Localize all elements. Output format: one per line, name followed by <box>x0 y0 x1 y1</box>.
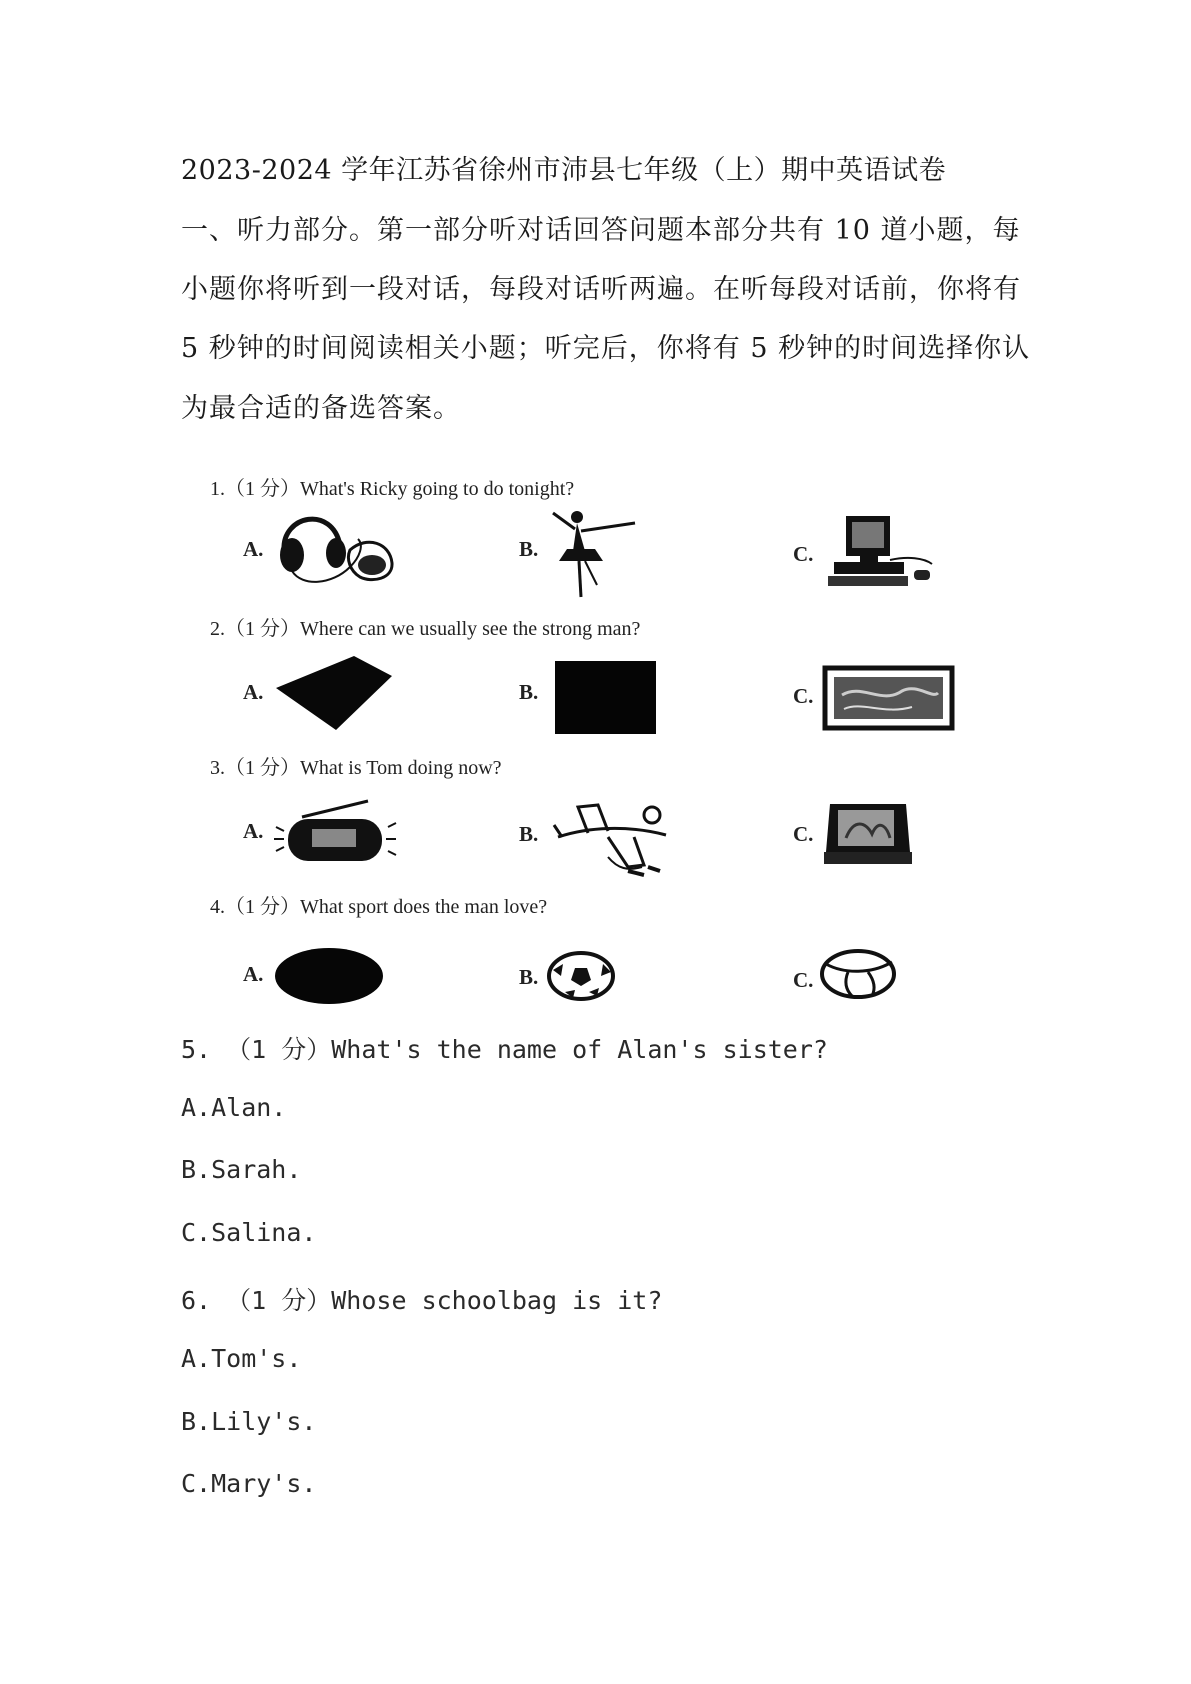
option-letter-b: B. <box>519 680 539 704</box>
option-b: B.Sarah. <box>181 1155 302 1184</box>
option-c: C.Salina. <box>181 1218 317 1247</box>
option-letter-a: A. <box>243 680 264 704</box>
instruction-line-4: 为最合适的备选答案。 <box>181 393 461 424</box>
question-stem: 2.（1 分）Where can we usually see the strong man? <box>210 618 641 640</box>
volleyball-icon <box>818 948 898 1000</box>
soccer-ball-icon <box>545 950 617 1002</box>
option-letter-c: C. <box>793 684 814 708</box>
plane-model-icon <box>548 797 678 879</box>
question-stem: 3.（1 分）What is Tom doing now? <box>210 757 502 779</box>
question-stem: 1.（1 分）What's Ricky going to do tonight? <box>210 478 575 500</box>
option-b: B.Lily's. <box>181 1407 317 1436</box>
exam-title: 2023-2024 学年江苏省徐州市沛县七年级（上）期中英语试卷 <box>181 155 947 186</box>
headphones-icon <box>272 505 397 590</box>
option-letter-c: C. <box>793 822 814 846</box>
dark-rhombus-icon <box>272 650 397 735</box>
computer-icon <box>820 512 935 592</box>
dancer-icon <box>545 505 640 600</box>
question-stem: 4.（1 分）What sport does the man love? <box>210 896 548 918</box>
instruction-line-3: 5 秒钟的时间阅读相关小题；听完后，你将有 5 秒钟的时间选择你认 <box>181 333 1031 364</box>
television-icon <box>820 798 916 868</box>
framed-map-icon <box>822 665 955 731</box>
option-letter-c: C. <box>793 542 814 566</box>
option-letter-b: B. <box>519 965 539 989</box>
option-c: C.Mary's. <box>181 1469 317 1498</box>
option-letter-b: B. <box>519 537 539 561</box>
option-a: A.Alan. <box>181 1093 287 1122</box>
option-a: A.Tom's. <box>181 1344 302 1373</box>
option-letter-c: C. <box>793 968 814 992</box>
option-letter-a: A. <box>243 537 264 561</box>
option-letter-a: A. <box>243 819 264 843</box>
option-letter-b: B. <box>519 822 539 846</box>
question-stem: 5. （1 分）What's the name of Alan's sister? <box>181 1035 828 1064</box>
option-letter-a: A. <box>243 962 264 986</box>
rugby-ball-icon <box>272 945 387 1007</box>
radio-icon <box>272 799 397 867</box>
instruction-line-2: 小题你将听到一段对话，每段对话听两遍。在听每段对话前，你将有 <box>181 274 1021 305</box>
question-stem: 6. （1 分）Whose schoolbag is it? <box>181 1286 663 1315</box>
instruction-line-1: 一、听力部分。第一部分听对话回答问题本部分共有 10 道小题，每 <box>181 215 1021 246</box>
dark-rectangle-icon <box>553 659 658 736</box>
